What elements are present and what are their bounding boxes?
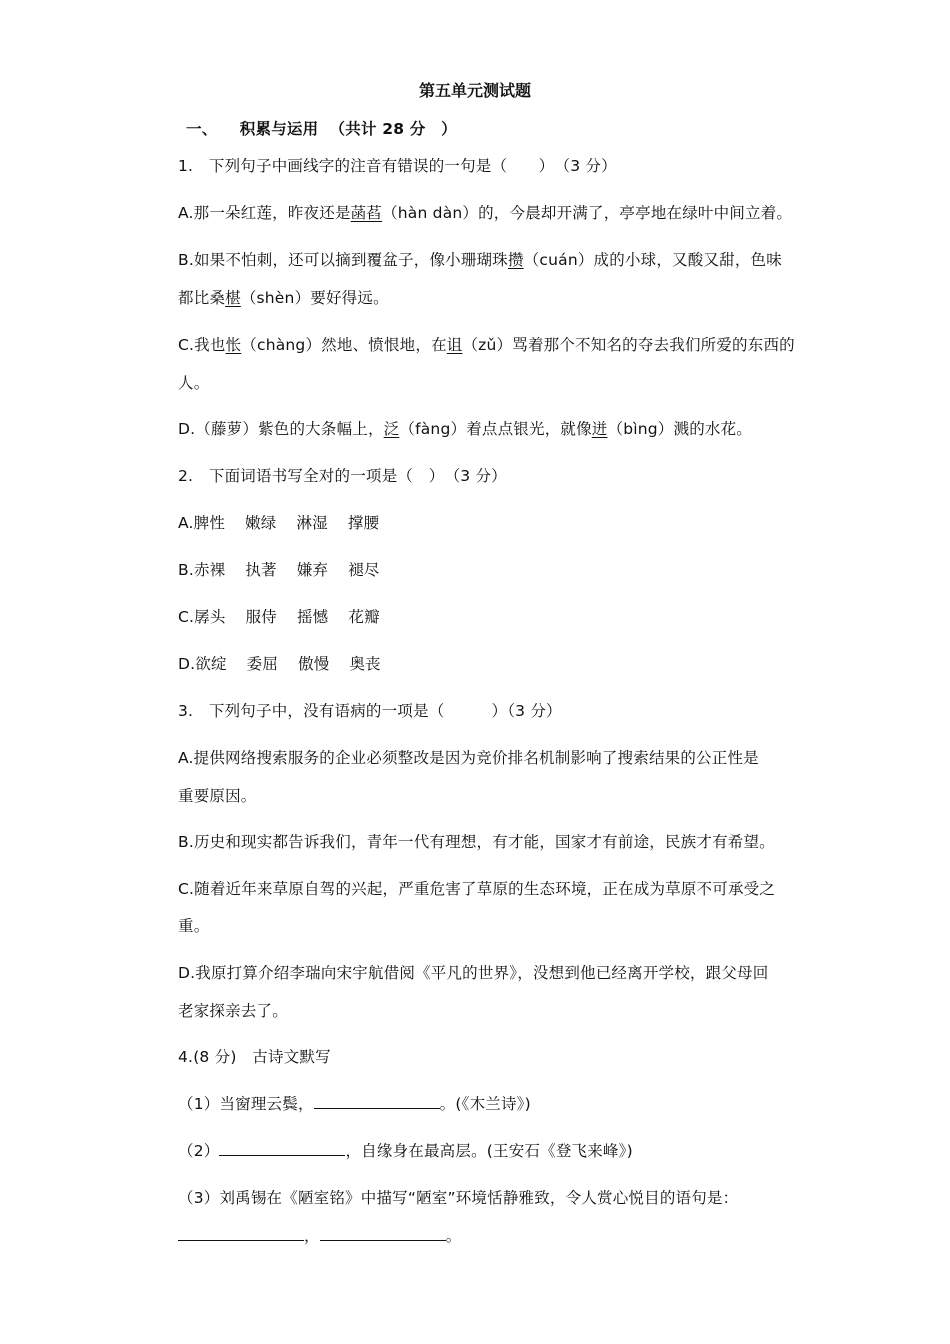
- q4-item-2-suffix: ，自缘身在最高层。(王安石《登飞来峰》): [345, 1142, 633, 1160]
- q4-item-3-separator: ，: [304, 1227, 320, 1245]
- q4-item-2-prefix: （2）: [178, 1142, 220, 1160]
- q4-item-1: [178, 1093, 818, 1115]
- q1-d-underlined-2: 迸: [591, 420, 608, 438]
- section-number: 一、: [186, 120, 218, 138]
- q1-option-d: [178, 418, 818, 440]
- q2-word: 嫩绿: [245, 514, 277, 532]
- q2-option-label: B.: [178, 561, 194, 579]
- q2-word: 孱头: [194, 608, 226, 626]
- q3-option-a-cont: 重要原因。: [178, 787, 257, 805]
- q1-d-rest: （bìng）溅的水花。: [607, 420, 753, 438]
- section-score: （共计 28 分 ）: [329, 120, 457, 138]
- answer-blank[interactable]: [314, 1093, 440, 1109]
- q3-option-d-cont: 老家探亲去了。: [178, 1002, 288, 1020]
- q1-b-line2-prefix: 都比桑: [178, 289, 226, 307]
- section-heading: [186, 118, 826, 140]
- q2-word: 执著: [245, 561, 277, 579]
- q1-a-prefix: A.那一朵红莲，昨夜还是: [178, 204, 351, 222]
- q1-stem: 1. 下列句子中画线字的注音有错误的一句是（ ） （3 分）: [178, 157, 617, 175]
- q3-option-b: B.历史和现实都告诉我们，青年一代有理想，有才能，国家才有前途，民族才有希望。: [178, 833, 775, 851]
- q1-c-mid: （chàng）然地、愤恨地，在: [241, 336, 447, 354]
- q2-option-label: D.: [178, 655, 196, 673]
- q2-word: 脾性: [193, 514, 226, 532]
- q3-option-c: C.随着近年来草原自驾的兴起，严重危害了草原的生态环境，正在成为草原不可承受之: [178, 880, 776, 898]
- q4-stem: 4.(8 分) 古诗文默写: [178, 1048, 331, 1066]
- q1-b-line2-underlined: 椹: [225, 289, 241, 307]
- q2-option-d: [178, 653, 818, 675]
- q2-stem: 2. 下面词语书写全对的一项是（ ） （3 分）: [178, 467, 507, 485]
- page-title: 第五单元测试题: [418, 81, 531, 100]
- q1-d-prefix: D.（藤萝）紫色的大条幅上，: [178, 420, 384, 438]
- section-name: 积累与运用: [239, 120, 319, 138]
- q2-word: 欲绽: [195, 655, 227, 673]
- q2-word: 花瓣: [348, 608, 380, 626]
- q1-a-rest: （hàn dàn）的，今晨却开满了，亭亭地在绿叶中间立着。: [382, 204, 793, 222]
- q4-item-1-prefix: （1）当窗理云鬓，: [178, 1095, 314, 1113]
- q3-option-c-cont: 重。: [178, 917, 210, 935]
- q2-word: 撑腰: [347, 514, 380, 532]
- q2-word: 褪尽: [348, 561, 380, 579]
- q1-d-mid: （fàng）着点点银光，就像: [399, 420, 592, 438]
- q3-option-a: A.提供网络搜索服务的企业必须整改是因为竞价排名机制影响了搜索结果的公正性是: [178, 749, 759, 767]
- q2-word: 奥丧: [349, 655, 381, 673]
- q1-option-b-cont: [178, 287, 818, 309]
- q1-b-rest: （cuán）成的小球，又酸又甜，色味: [523, 251, 782, 269]
- q2-option-label: A.: [178, 514, 194, 532]
- q1-c-underlined-1: 怅: [225, 336, 242, 354]
- q2-word: 傲慢: [298, 655, 330, 673]
- q1-c-underlined-2: 诅: [446, 336, 463, 354]
- q2-option-label: C.: [178, 608, 195, 626]
- q1-option-c: [178, 334, 818, 356]
- q1-d-underlined-1: 泛: [383, 420, 400, 438]
- q2-option-b: [178, 559, 818, 581]
- q2-option-a: [178, 512, 818, 534]
- q1-option-c-cont: 人。: [178, 374, 210, 392]
- answer-blank[interactable]: [320, 1225, 446, 1241]
- q2-word: 服侍: [245, 608, 277, 626]
- q4-item-2: [178, 1140, 818, 1162]
- q2-option-c: [178, 606, 818, 628]
- answer-blank[interactable]: [219, 1140, 345, 1156]
- q1-b-prefix: B.如果不怕刺，还可以摘到覆盆子，像小珊瑚珠: [178, 251, 508, 269]
- q2-word: 摇憾: [296, 608, 329, 626]
- q3-stem: 3. 下列句子中，没有语病的一项是（ ）（3 分）: [178, 702, 562, 720]
- q1-a-underlined: 菡萏: [350, 204, 383, 222]
- q1-b-line2-rest: （shèn）要好得远。: [240, 289, 389, 307]
- answer-blank[interactable]: [178, 1225, 304, 1241]
- q2-word: 委屈: [246, 655, 279, 673]
- q2-word: 嫌弃: [296, 561, 329, 579]
- q1-c-prefix: C.我也: [178, 336, 226, 354]
- q3-option-d: D.我原打算介绍李瑞向宋宇航借阅《平凡的世界》，没想到他已经离开学校，跟父母回: [178, 964, 769, 982]
- q2-word: 赤裸: [193, 561, 226, 579]
- q1-b-underlined: 攒: [507, 251, 524, 269]
- q1-option-a: [178, 202, 818, 224]
- q1-option-b: [178, 249, 818, 271]
- q2-word: 淋湿: [296, 514, 328, 532]
- q4-item-3-end: 。: [445, 1227, 462, 1245]
- q4-item-3: （3）刘禹锡在《陋室铭》中描写“陋室”环境恬静雅致，令人赏心悦目的语句是：: [178, 1189, 739, 1207]
- q1-c-rest: （zǔ）骂着那个不知名的夺去我们所爱的东西的: [462, 336, 795, 354]
- q4-item-1-suffix: 。(《木兰诗》): [439, 1095, 531, 1113]
- q4-item-3-blanks: [178, 1225, 818, 1247]
